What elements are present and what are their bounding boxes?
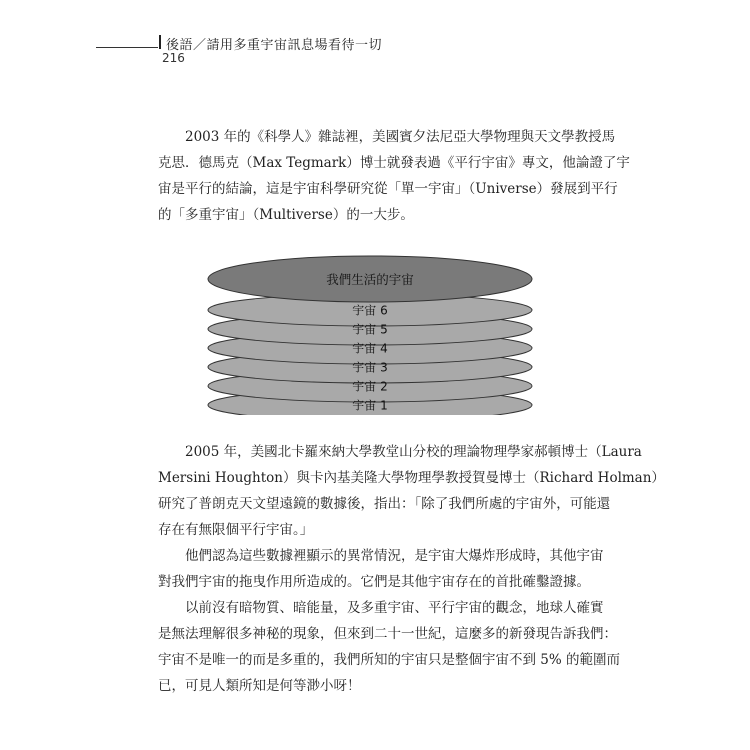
universe-layer-label: 宇宙 6 xyxy=(352,303,388,318)
text-line: 研究了普朗克天文望遠鏡的數據後，指出：「除了我們所處的宇宙外，可能還 xyxy=(158,496,611,512)
text-line: Mersini Houghton）與卡內基美隆大學物理學教授賀曼博士（Richard Holman） xyxy=(158,470,665,486)
universe-layer-label: 宇宙 2 xyxy=(352,379,388,394)
paragraph-1 xyxy=(158,124,630,228)
text-line: 對我們宇宙的拖曳作用所造成的。它們是其他宇宙存在的首批確鑿證據。 xyxy=(158,574,590,590)
text-line: 是無法理解很多神秘的現象，但來到二十一世紀，這麼多的新發現告訴我們： xyxy=(158,626,617,642)
text-line: 宇宙不是唯一的而是多重的，我們所知的宇宙只是整個宇宙不到 5% 的範圍而 xyxy=(158,652,620,668)
universe-layer-label: 宇宙 4 xyxy=(352,341,388,356)
text-line: 已，可見人類所知是何等渺小呀！ xyxy=(158,678,361,694)
text-line: 2003 年的《科學人》雜誌裡，美國賓夕法尼亞大學物理與天文學教授馬 xyxy=(158,129,616,145)
chapter-title: 後語／請用多重宇宙訊息場看待一切 xyxy=(166,38,383,53)
text-line: 的「多重宇宙」（Multiverse）的一大步。 xyxy=(158,207,414,223)
running-header xyxy=(96,34,696,74)
text-line: 克思．德馬克（Max Tegmark）博士就發表過《平行宇宙》專文，他論證了宇 xyxy=(158,155,630,171)
paragraph-2 xyxy=(158,439,665,543)
header-rule xyxy=(96,47,158,48)
page-number: 216 xyxy=(162,51,185,65)
our-universe-label: 我們生活的宇宙 xyxy=(326,272,414,287)
paragraph-4 xyxy=(158,595,620,699)
text-line: 宙是平行的結論，這是宇宙科學研究從「單一宇宙」（Universe）發展到平行 xyxy=(158,181,618,197)
text-line: 2005 年，美國北卡羅來納大學教堂山分校的理論物理學家郝頓博士（Laura xyxy=(158,444,642,460)
header-bar xyxy=(159,35,161,49)
text-line: 他們認為這些數據裡顯示的異常情況，是宇宙大爆炸形成時，其他宇宙 xyxy=(158,548,604,564)
universe-layer-label: 宇宙 5 xyxy=(352,322,388,337)
multiverse-diagram xyxy=(205,255,535,415)
text-line: 存在有無限個平行宇宙。」 xyxy=(158,522,314,538)
text-line: 以前沒有暗物質、暗能量，及多重宇宙、平行宇宙的觀念，地球人確實 xyxy=(158,600,604,616)
universe-layer-label: 宇宙 1 xyxy=(352,398,388,413)
paragraph-3 xyxy=(158,543,604,595)
universe-layer-label: 宇宙 3 xyxy=(352,360,388,375)
